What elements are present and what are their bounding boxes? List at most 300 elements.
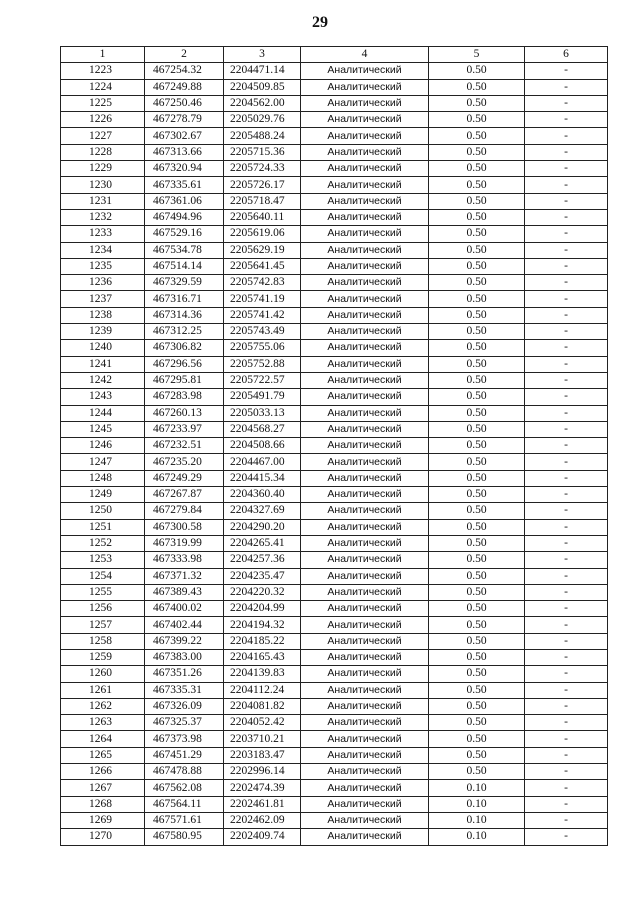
x-coordinate-cell: 467249.88	[145, 79, 224, 95]
point-number-cell: 1227	[61, 128, 145, 144]
y-coordinate-cell: 2204194.32	[224, 617, 301, 633]
accuracy-cell: 0.50	[429, 209, 525, 225]
method-cell: Аналитический	[301, 405, 429, 421]
accuracy-cell: 0.50	[429, 617, 525, 633]
method-cell: Аналитический	[301, 617, 429, 633]
x-coordinate-cell: 467313.66	[145, 144, 224, 160]
accuracy-cell: 0.50	[429, 715, 525, 731]
note-cell: -	[525, 291, 608, 307]
method-cell: Аналитический	[301, 454, 429, 470]
y-coordinate-cell: 2203183.47	[224, 747, 301, 763]
method-cell: Аналитический	[301, 389, 429, 405]
accuracy-cell: 0.50	[429, 79, 525, 95]
note-cell: -	[525, 275, 608, 291]
method-cell: Аналитический	[301, 438, 429, 454]
column-header-5: 5	[429, 47, 525, 63]
method-cell: Аналитический	[301, 144, 429, 160]
method-cell: Аналитический	[301, 209, 429, 225]
point-number-cell: 1261	[61, 682, 145, 698]
method-cell: Аналитический	[301, 63, 429, 79]
y-coordinate-cell: 2205029.76	[224, 112, 301, 128]
x-coordinate-cell: 467233.97	[145, 421, 224, 437]
table-row	[61, 584, 608, 600]
x-coordinate-cell: 467400.02	[145, 601, 224, 617]
x-coordinate-cell: 467402.44	[145, 617, 224, 633]
x-coordinate-cell: 467399.22	[145, 633, 224, 649]
method-cell: Аналитический	[301, 324, 429, 340]
point-number-cell: 1258	[61, 633, 145, 649]
accuracy-cell: 0.50	[429, 731, 525, 747]
accuracy-cell: 0.50	[429, 372, 525, 388]
method-cell: Аналитический	[301, 829, 429, 845]
method-cell: Аналитический	[301, 356, 429, 372]
method-cell: Аналитический	[301, 242, 429, 258]
y-coordinate-cell: 2204112.24	[224, 682, 301, 698]
method-cell: Аналитический	[301, 812, 429, 828]
accuracy-cell: 0.50	[429, 193, 525, 209]
note-cell: -	[525, 405, 608, 421]
point-number-cell: 1245	[61, 421, 145, 437]
point-number-cell: 1255	[61, 584, 145, 600]
y-coordinate-cell: 2205724.33	[224, 161, 301, 177]
y-coordinate-cell: 2203710.21	[224, 731, 301, 747]
accuracy-cell: 0.50	[429, 552, 525, 568]
point-number-cell: 1240	[61, 340, 145, 356]
y-coordinate-cell: 2204081.82	[224, 698, 301, 714]
x-coordinate-cell: 467562.08	[145, 780, 224, 796]
point-number-cell: 1265	[61, 747, 145, 763]
y-coordinate-cell: 2205488.24	[224, 128, 301, 144]
accuracy-cell: 0.50	[429, 242, 525, 258]
accuracy-cell: 0.50	[429, 291, 525, 307]
table-row	[61, 79, 608, 95]
accuracy-cell: 0.50	[429, 95, 525, 111]
method-cell: Аналитический	[301, 535, 429, 551]
table-row	[61, 568, 608, 584]
y-coordinate-cell: 2205491.79	[224, 389, 301, 405]
point-number-cell: 1235	[61, 258, 145, 274]
table-row	[61, 503, 608, 519]
note-cell: -	[525, 666, 608, 682]
table-row	[61, 324, 608, 340]
method-cell: Аналитический	[301, 682, 429, 698]
table-row	[61, 63, 608, 79]
x-coordinate-cell: 467580.95	[145, 829, 224, 845]
note-cell: -	[525, 242, 608, 258]
column-header-2: 2	[145, 47, 224, 63]
accuracy-cell: 0.50	[429, 161, 525, 177]
note-cell: -	[525, 796, 608, 812]
note-cell: -	[525, 95, 608, 111]
note-cell: -	[525, 568, 608, 584]
note-cell: -	[525, 258, 608, 274]
method-cell: Аналитический	[301, 79, 429, 95]
x-coordinate-cell: 467279.84	[145, 503, 224, 519]
accuracy-cell: 0.50	[429, 519, 525, 535]
accuracy-cell: 0.10	[429, 829, 525, 845]
point-number-cell: 1232	[61, 209, 145, 225]
accuracy-cell: 0.50	[429, 389, 525, 405]
point-number-cell: 1249	[61, 487, 145, 503]
accuracy-cell: 0.50	[429, 747, 525, 763]
x-coordinate-cell: 467300.58	[145, 519, 224, 535]
method-cell: Аналитический	[301, 649, 429, 665]
x-coordinate-cell: 467494.96	[145, 209, 224, 225]
y-coordinate-cell: 2204235.47	[224, 568, 301, 584]
y-coordinate-cell: 2204327.69	[224, 503, 301, 519]
accuracy-cell: 0.10	[429, 796, 525, 812]
table-row	[61, 617, 608, 633]
accuracy-cell: 0.50	[429, 226, 525, 242]
note-cell: -	[525, 682, 608, 698]
accuracy-cell: 0.50	[429, 649, 525, 665]
accuracy-cell: 0.50	[429, 177, 525, 193]
point-number-cell: 1266	[61, 764, 145, 780]
accuracy-cell: 0.50	[429, 503, 525, 519]
x-coordinate-cell: 467361.06	[145, 193, 224, 209]
note-cell: -	[525, 698, 608, 714]
accuracy-cell: 0.10	[429, 780, 525, 796]
x-coordinate-cell: 467371.32	[145, 568, 224, 584]
y-coordinate-cell: 2204257.36	[224, 552, 301, 568]
header-row	[61, 47, 608, 63]
page-number: 29	[312, 14, 328, 31]
table-row	[61, 258, 608, 274]
table-row	[61, 421, 608, 437]
table-row	[61, 519, 608, 535]
point-number-cell: 1247	[61, 454, 145, 470]
note-cell: -	[525, 63, 608, 79]
note-cell: -	[525, 372, 608, 388]
table-row	[61, 291, 608, 307]
accuracy-cell: 0.50	[429, 764, 525, 780]
note-cell: -	[525, 633, 608, 649]
y-coordinate-cell: 2205741.19	[224, 291, 301, 307]
y-coordinate-cell: 2204139.83	[224, 666, 301, 682]
x-coordinate-cell: 467314.36	[145, 307, 224, 323]
accuracy-cell: 0.50	[429, 275, 525, 291]
method-cell: Аналитический	[301, 519, 429, 535]
point-number-cell: 1236	[61, 275, 145, 291]
x-coordinate-cell: 467478.88	[145, 764, 224, 780]
accuracy-cell: 0.50	[429, 144, 525, 160]
note-cell: -	[525, 307, 608, 323]
note-cell: -	[525, 177, 608, 193]
method-cell: Аналитический	[301, 503, 429, 519]
y-coordinate-cell: 2204562.00	[224, 95, 301, 111]
table-row	[61, 715, 608, 731]
method-cell: Аналитический	[301, 487, 429, 503]
method-cell: Аналитический	[301, 796, 429, 812]
accuracy-cell: 0.50	[429, 128, 525, 144]
note-cell: -	[525, 128, 608, 144]
x-coordinate-cell: 467514.14	[145, 258, 224, 274]
table-row	[61, 356, 608, 372]
table-row	[61, 275, 608, 291]
table-row	[61, 682, 608, 698]
method-cell: Аналитический	[301, 372, 429, 388]
note-cell: -	[525, 487, 608, 503]
x-coordinate-cell: 467335.31	[145, 682, 224, 698]
accuracy-cell: 0.50	[429, 535, 525, 551]
x-coordinate-cell: 467295.81	[145, 372, 224, 388]
y-coordinate-cell: 2205742.83	[224, 275, 301, 291]
y-coordinate-cell: 2204360.40	[224, 487, 301, 503]
x-coordinate-cell: 467249.29	[145, 470, 224, 486]
y-coordinate-cell: 2204415.34	[224, 470, 301, 486]
note-cell: -	[525, 552, 608, 568]
accuracy-cell: 0.10	[429, 812, 525, 828]
point-number-cell: 1230	[61, 177, 145, 193]
note-cell: -	[525, 780, 608, 796]
method-cell: Аналитический	[301, 421, 429, 437]
y-coordinate-cell: 2205726.17	[224, 177, 301, 193]
note-cell: -	[525, 584, 608, 600]
table-row	[61, 470, 608, 486]
y-coordinate-cell: 2205715.36	[224, 144, 301, 160]
note-cell: -	[525, 438, 608, 454]
x-coordinate-cell: 467389.43	[145, 584, 224, 600]
table-row	[61, 144, 608, 160]
table-row	[61, 764, 608, 780]
x-coordinate-cell: 467564.11	[145, 796, 224, 812]
note-cell: -	[525, 764, 608, 780]
x-coordinate-cell: 467335.61	[145, 177, 224, 193]
point-number-cell: 1269	[61, 812, 145, 828]
table-row	[61, 242, 608, 258]
x-coordinate-cell: 467283.98	[145, 389, 224, 405]
point-number-cell: 1253	[61, 552, 145, 568]
accuracy-cell: 0.50	[429, 601, 525, 617]
x-coordinate-cell: 467373.98	[145, 731, 224, 747]
method-cell: Аналитический	[301, 161, 429, 177]
method-cell: Аналитический	[301, 226, 429, 242]
point-number-cell: 1229	[61, 161, 145, 177]
note-cell: -	[525, 324, 608, 340]
method-cell: Аналитический	[301, 666, 429, 682]
note-cell: -	[525, 340, 608, 356]
accuracy-cell: 0.50	[429, 112, 525, 128]
column-header-6: 6	[525, 47, 608, 63]
table-row	[61, 747, 608, 763]
accuracy-cell: 0.50	[429, 682, 525, 698]
point-number-cell: 1246	[61, 438, 145, 454]
method-cell: Аналитический	[301, 95, 429, 111]
point-number-cell: 1256	[61, 601, 145, 617]
method-cell: Аналитический	[301, 747, 429, 763]
y-coordinate-cell: 2204568.27	[224, 421, 301, 437]
table-row	[61, 389, 608, 405]
note-cell: -	[525, 470, 608, 486]
x-coordinate-cell: 467254.32	[145, 63, 224, 79]
x-coordinate-cell: 467267.87	[145, 487, 224, 503]
point-number-cell: 1259	[61, 649, 145, 665]
accuracy-cell: 0.50	[429, 584, 525, 600]
note-cell: -	[525, 193, 608, 209]
column-header-4: 4	[301, 47, 429, 63]
point-number-cell: 1242	[61, 372, 145, 388]
note-cell: -	[525, 747, 608, 763]
x-coordinate-cell: 467312.25	[145, 324, 224, 340]
x-coordinate-cell: 467329.59	[145, 275, 224, 291]
method-cell: Аналитический	[301, 128, 429, 144]
accuracy-cell: 0.50	[429, 324, 525, 340]
x-coordinate-cell: 467232.51	[145, 438, 224, 454]
method-cell: Аналитический	[301, 633, 429, 649]
point-number-cell: 1270	[61, 829, 145, 845]
point-number-cell: 1257	[61, 617, 145, 633]
method-cell: Аналитический	[301, 780, 429, 796]
point-number-cell: 1251	[61, 519, 145, 535]
point-number-cell: 1226	[61, 112, 145, 128]
note-cell: -	[525, 503, 608, 519]
point-number-cell: 1225	[61, 95, 145, 111]
point-number-cell: 1233	[61, 226, 145, 242]
accuracy-cell: 0.50	[429, 470, 525, 486]
point-number-cell: 1224	[61, 79, 145, 95]
point-number-cell: 1223	[61, 63, 145, 79]
accuracy-cell: 0.50	[429, 698, 525, 714]
note-cell: -	[525, 829, 608, 845]
method-cell: Аналитический	[301, 552, 429, 568]
accuracy-cell: 0.50	[429, 356, 525, 372]
table-row	[61, 829, 608, 845]
x-coordinate-cell: 467278.79	[145, 112, 224, 128]
x-coordinate-cell: 467320.94	[145, 161, 224, 177]
note-cell: -	[525, 601, 608, 617]
method-cell: Аналитический	[301, 291, 429, 307]
point-number-cell: 1243	[61, 389, 145, 405]
y-coordinate-cell: 2202462.09	[224, 812, 301, 828]
note-cell: -	[525, 649, 608, 665]
note-cell: -	[525, 144, 608, 160]
note-cell: -	[525, 617, 608, 633]
note-cell: -	[525, 715, 608, 731]
y-coordinate-cell: 2205641.45	[224, 258, 301, 274]
accuracy-cell: 0.50	[429, 340, 525, 356]
point-number-cell: 1228	[61, 144, 145, 160]
x-coordinate-cell: 467296.56	[145, 356, 224, 372]
point-number-cell: 1268	[61, 796, 145, 812]
point-number-cell: 1237	[61, 291, 145, 307]
accuracy-cell: 0.50	[429, 487, 525, 503]
accuracy-cell: 0.50	[429, 454, 525, 470]
method-cell: Аналитический	[301, 601, 429, 617]
x-coordinate-cell: 467260.13	[145, 405, 224, 421]
table-row	[61, 649, 608, 665]
x-coordinate-cell: 467306.82	[145, 340, 224, 356]
point-number-cell: 1244	[61, 405, 145, 421]
table-header	[61, 47, 608, 63]
point-number-cell: 1248	[61, 470, 145, 486]
y-coordinate-cell: 2202996.14	[224, 764, 301, 780]
y-coordinate-cell: 2204220.32	[224, 584, 301, 600]
note-cell: -	[525, 812, 608, 828]
method-cell: Аналитический	[301, 275, 429, 291]
y-coordinate-cell: 2202409.74	[224, 829, 301, 845]
method-cell: Аналитический	[301, 764, 429, 780]
x-coordinate-cell: 467534.78	[145, 242, 224, 258]
table-row	[61, 552, 608, 568]
coordinates-table	[60, 46, 608, 846]
y-coordinate-cell: 2205033.13	[224, 405, 301, 421]
y-coordinate-cell: 2204508.66	[224, 438, 301, 454]
x-coordinate-cell: 467529.16	[145, 226, 224, 242]
table-row	[61, 307, 608, 323]
x-coordinate-cell: 467333.98	[145, 552, 224, 568]
note-cell: -	[525, 519, 608, 535]
method-cell: Аналитический	[301, 340, 429, 356]
table-row	[61, 95, 608, 111]
method-cell: Аналитический	[301, 258, 429, 274]
table-row	[61, 226, 608, 242]
table-row	[61, 698, 608, 714]
y-coordinate-cell: 2204467.00	[224, 454, 301, 470]
y-coordinate-cell: 2202474.39	[224, 780, 301, 796]
y-coordinate-cell: 2204185.22	[224, 633, 301, 649]
table-row	[61, 405, 608, 421]
x-coordinate-cell: 467325.37	[145, 715, 224, 731]
method-cell: Аналитический	[301, 177, 429, 193]
note-cell: -	[525, 356, 608, 372]
point-number-cell: 1263	[61, 715, 145, 731]
x-coordinate-cell: 467383.00	[145, 649, 224, 665]
point-number-cell: 1250	[61, 503, 145, 519]
point-number-cell: 1260	[61, 666, 145, 682]
table-row	[61, 438, 608, 454]
table-row	[61, 601, 608, 617]
method-cell: Аналитический	[301, 698, 429, 714]
accuracy-cell: 0.50	[429, 633, 525, 649]
table-row	[61, 112, 608, 128]
y-coordinate-cell: 2202461.81	[224, 796, 301, 812]
y-coordinate-cell: 2204204.99	[224, 601, 301, 617]
table-row	[61, 177, 608, 193]
method-cell: Аналитический	[301, 731, 429, 747]
point-number-cell: 1234	[61, 242, 145, 258]
table-row	[61, 209, 608, 225]
x-coordinate-cell: 467316.71	[145, 291, 224, 307]
table-row	[61, 340, 608, 356]
accuracy-cell: 0.50	[429, 307, 525, 323]
table-row	[61, 796, 608, 812]
x-coordinate-cell: 467326.09	[145, 698, 224, 714]
x-coordinate-cell: 467235.20	[145, 454, 224, 470]
x-coordinate-cell: 467571.61	[145, 812, 224, 828]
y-coordinate-cell: 2205718.47	[224, 193, 301, 209]
point-number-cell: 1241	[61, 356, 145, 372]
table-row	[61, 780, 608, 796]
note-cell: -	[525, 79, 608, 95]
table-row	[61, 535, 608, 551]
y-coordinate-cell: 2205640.11	[224, 209, 301, 225]
table-row	[61, 454, 608, 470]
y-coordinate-cell: 2204471.14	[224, 63, 301, 79]
method-cell: Аналитический	[301, 307, 429, 323]
method-cell: Аналитический	[301, 470, 429, 486]
point-number-cell: 1267	[61, 780, 145, 796]
accuracy-cell: 0.50	[429, 438, 525, 454]
accuracy-cell: 0.50	[429, 421, 525, 437]
note-cell: -	[525, 454, 608, 470]
table-row	[61, 812, 608, 828]
method-cell: Аналитический	[301, 193, 429, 209]
point-number-cell: 1238	[61, 307, 145, 323]
y-coordinate-cell: 2204509.85	[224, 79, 301, 95]
note-cell: -	[525, 421, 608, 437]
point-number-cell: 1239	[61, 324, 145, 340]
method-cell: Аналитический	[301, 112, 429, 128]
